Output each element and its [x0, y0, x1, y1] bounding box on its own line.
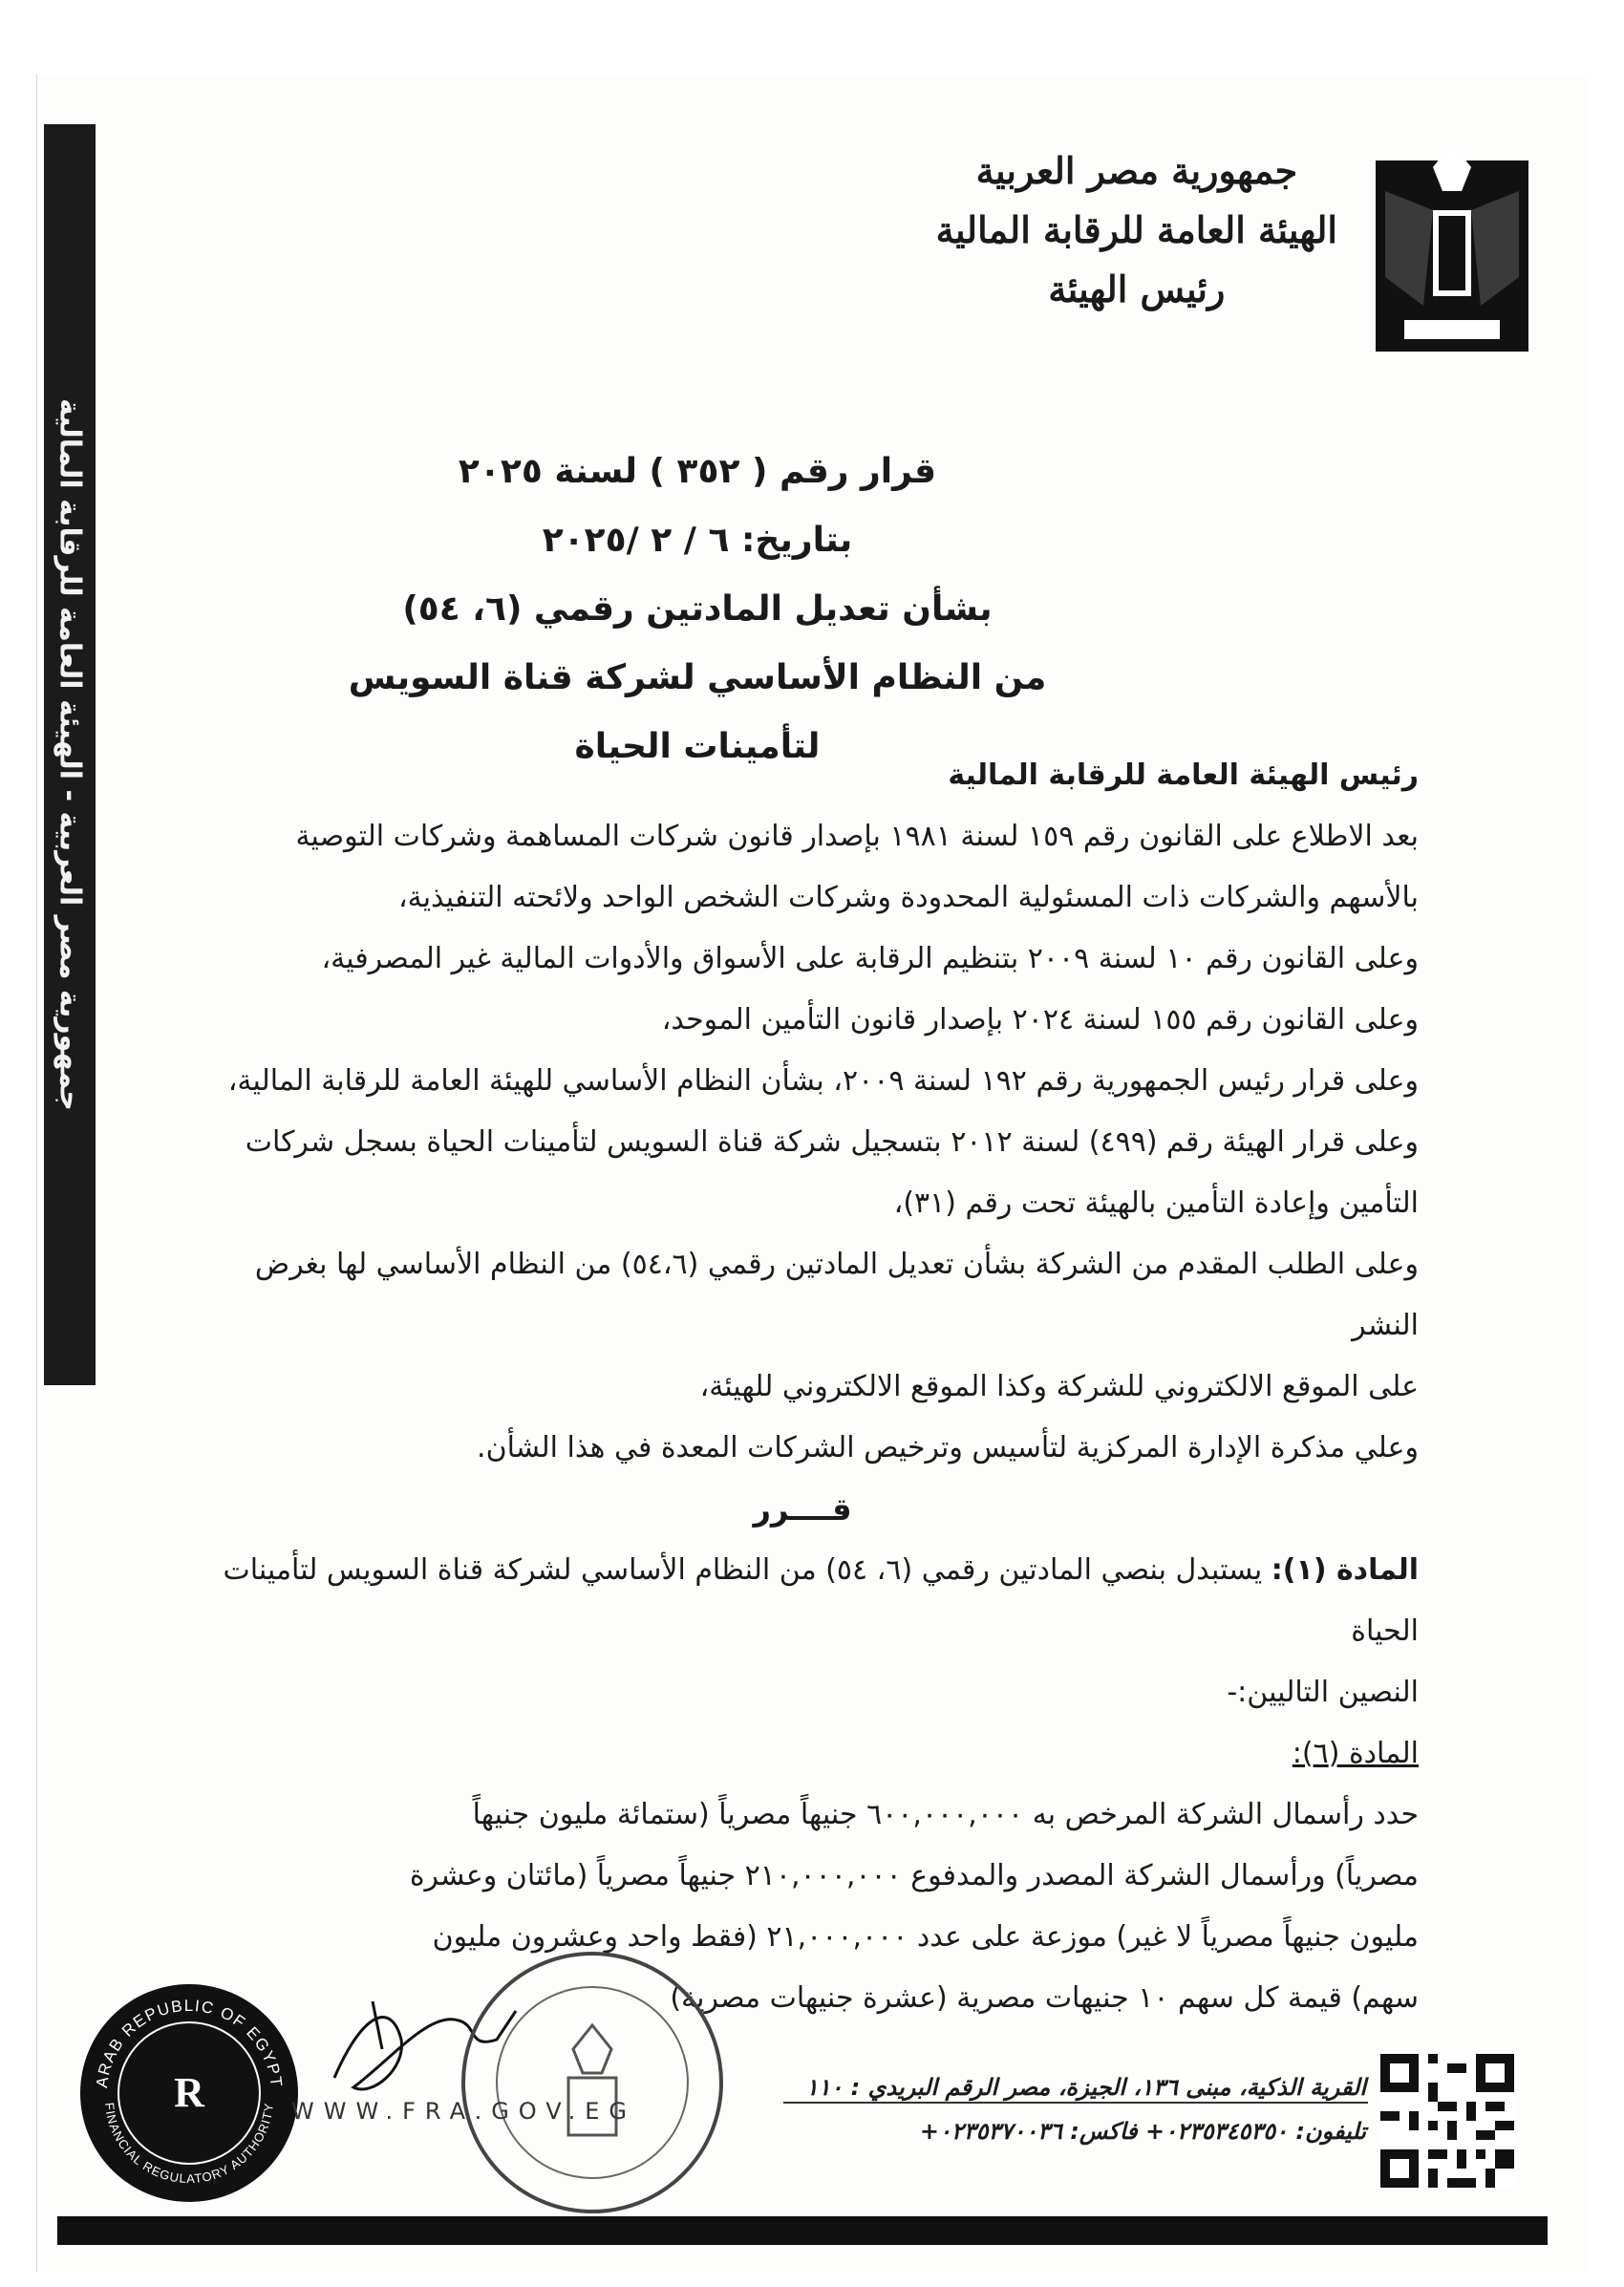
decree-titles [287, 438, 1108, 781]
decree-number: قرار رقم ( ٣٥٢ ) لسنة ٢٠٢٥ [458, 452, 937, 491]
chairman-title: رئيس الهيئة [1048, 267, 1226, 310]
footer-bar [57, 2216, 1548, 2245]
seal-top-text: ARAB REPUBLIC OF EGYPT [93, 1996, 286, 2089]
recital-3: وعلى القانون رقم ١٥٥ لسنة ٢٠٢٤ بإصدار قانون التأمين الموحد، [661, 1003, 1419, 1037]
decides-heading: قــــرر [753, 1491, 852, 1528]
seal-bottom-text: FINANCIAL REGULATORY AUTHORITY [102, 2102, 277, 2187]
decree-subject-2: من النظام الأساسي لشركة قناة السويس لتأمينات الحياة [348, 658, 1047, 766]
article-6-line-a: حدد رأسمال الشركة المرخص به ٦٠٠,٠٠٠,٠٠٠ جنيهاً مصرياً (ستمائة مليون جنيهاً [472, 1798, 1419, 1831]
recital-6a: وعلى الطلب المقدم من الشركة بشأن تعديل المادتين رقمي (٥٤،٦) من النظام الأساسي لها بغرض النشر [254, 1248, 1419, 1342]
vertical-stamp-text: جمهورية مصر العربية - الهيئة العامة للرقابة المالية [53, 397, 87, 1111]
decree-subject: بشأن تعديل المادتين رقمي (٦، ٥٤) [402, 589, 993, 629]
fra-seal-icon [78, 1982, 300, 2204]
recital-6b: على الموقع الالكتروني للشركة وكذا الموقع الالكتروني للهيئة، [699, 1370, 1419, 1403]
postal-address: القرية الذكية، مبنى ١٣٦، الجيزة، مصر الرقم البريدي : ١١٠ [805, 2074, 1366, 2101]
decree-date: بتاريخ: ٦ / ٢ /٢٠٢٥ [542, 521, 853, 560]
decree-body [186, 745, 1419, 2029]
country-name: جمهورية مصر العربية [975, 149, 1298, 192]
recital-4: وعلى قرار رئيس الجمهورية رقم ١٩٢ لسنة ٢٠٠٩، بشأن النظام الأساسي للهيئة العامة للرقابة المالية، [227, 1064, 1419, 1098]
contact-block [806, 2065, 1366, 2153]
article-6-line-b: مصرياً) ورأسمال الشركة المصدر والمدفوع ٢١٠,٠٠٠,٠٠٠ جنيهاً مصرياً (مائتان وعشرة [409, 1859, 1419, 1892]
authority-name: الهيئة العامة للرقابة المالية [935, 208, 1337, 251]
recital-1a: بعد الاطلاع على القانون رقم ١٥٩ لسنة ١٩٨١ بإصدار قانون شركات المساهمة وشركات التوصية [295, 820, 1419, 853]
article-1-text-2: النصين التاليين:- [1227, 1676, 1419, 1709]
recital-2: وعلى القانون رقم ١٠ لسنة ٢٠٠٩ بتنظيم الرقابة على الأسواق والأدوات المالية غير المصرفية، [321, 942, 1419, 975]
article-1-label: المادة (١): [1271, 1553, 1419, 1587]
recital-5b: التأمين وإعادة التأمين بالهيئة تحت رقم (٣١)، [893, 1186, 1419, 1220]
eagle-emblem-icon [1366, 134, 1538, 353]
vertical-authority-stamp [44, 124, 96, 1385]
article-1-text: يستبدل بنصي المادتين رقمي (٦، ٥٤) من النظام الأساسي لشركة قناة السويس لتأمينات الحياة [223, 1553, 1419, 1648]
recital-5a: وعلى قرار الهيئة رقم (٤٩٩) لسنة ٢٠١٢ بتسجيل شركة قناة السويس لتأمينات الحياة بسجل شركات [245, 1125, 1419, 1159]
website-url: WWW.FRA.GOV.EG [291, 2098, 636, 2125]
article-6-label: المادة (٦): [1292, 1737, 1419, 1770]
letterhead [936, 141, 1337, 319]
qr-code-icon [1380, 2054, 1514, 2188]
article-1 [186, 1540, 1419, 1662]
body-heading: رئيس الهيئة العامة للرقابة المالية [948, 759, 1419, 792]
seal-mark: R [174, 2069, 204, 2116]
article-6-line-c: مليون جنيهاً مصرياً لا غير) موزعة على عدد ٢١,٠٠٠,٠٠٠ (فقط واحد وعشرون مليون [432, 1920, 1419, 1954]
recital-7: وعلي مذكرة الإدارة المركزية لتأسيس وترخيص الشركات المعدة في هذا الشأن. [477, 1431, 1419, 1464]
article-6-line-d: سهم) قيمة كل سهم ١٠ جنيهات مصرية (عشرة جنيهات مصرية) [670, 1981, 1419, 2015]
round-ink-stamp-icon [449, 1939, 736, 2226]
recital-1b: بالأسهم والشركات ذات المسئولية المحدودة وشركات الشخص الواحد ولائحته التنفيذية، [397, 881, 1419, 914]
phone-fax: تليفون: ٠٢٣٥٣٤٥٣٥٠+ فاكس: ٠٢٣٥٣٧٠٠٣٦+ [919, 2118, 1366, 2145]
